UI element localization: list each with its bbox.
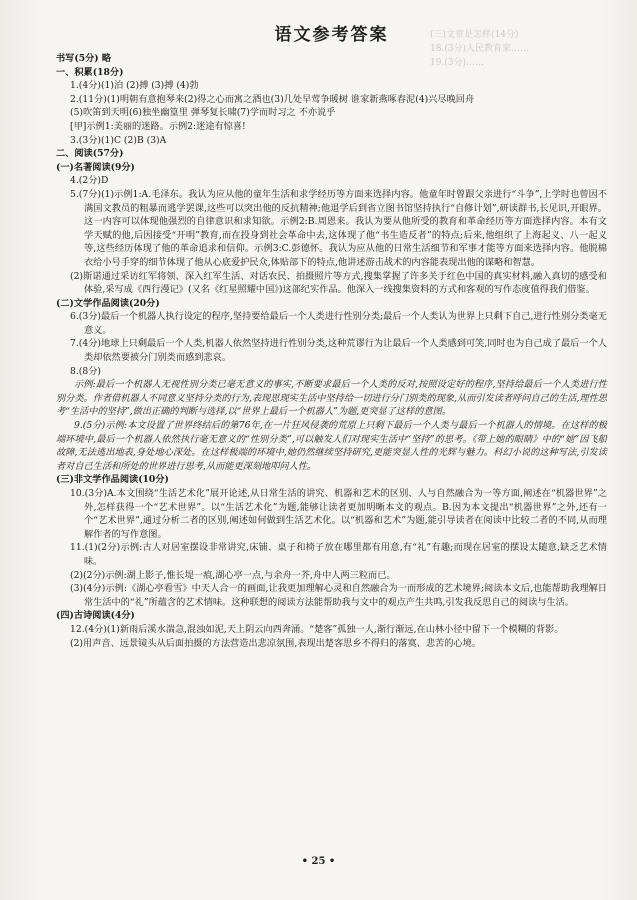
section-heading-accumulation: 一、积累(18分) <box>56 66 124 78</box>
answer-q2a: 2.(11分)(1)明朝有意抱琴来(2)得之心而寓之酒也(3)几处早莺争暖树 谁家新燕啄春泥(4)兴尽晚回舟 <box>70 93 475 105</box>
answer-q10: 10.(3分)A.本文围绕“生活艺术化”展开论述,从日常生活的讲究、机器和艺术的区别、人与自然融合为一等方面,阐述在“机器世界”之外,怎样获得一个“艺术世界”。以“生活艺术化”为题,能够让读者更加明晰本文的观点。B.因为本文提出“机器世界”之外,还有一个“艺术世界”,通过分析二者的区别,阐述如何做到生活艺术化。以“机器和艺术”为题,能引导读者在阅读中比较二者的不同,从而理解作者的写作意图。 <box>70 488 607 540</box>
answer-q11c: (3)(4分)示例:《湖心亭看雪》中天人合一的画面,让我更加理解心灵和自然融合为一而形成的艺术境界;阅读本文后,也能帮助我理解日常生活中的“礼”所蕴含的艺术情味。这种联想的阅读方法能帮助我与文中的观点产生共鸣,引发我反思自己的阅读与生活。 <box>70 583 607 608</box>
answer-q9: 9.(5分)示例:本文设置了世界终结后的第76年,在一片狂风侵袭的荒原上只剩下最后一个人类与最后一个机器人的情境。在这样的极端环境中,最后一个机器人依然执行毫无意义的“性别分类”,可以触发人们对现实生活中“坚持”的思考。《带上她的眼睛》中的“她”因飞船故障,无法逃出地表,身处地心深处。在这样极端的环境中,她仍然继续坚持研究,更能突显人性的光辉与魅力。科幻小说的这种写法,引发读者对自己生活和所处的世界进行思考,从而能更深刻地叩问人性。 <box>56 420 607 472</box>
ghost-line: (三)文章是怎样(14分) <box>430 30 519 40</box>
answer-q11a: 11.(1)(2分)示例:古人对居室摆设非常讲究,床铺、桌子和椅子放在哪里都有用意,有“礼”有趣;而现在居室的摆设太随意,缺乏艺术情味。 <box>70 542 607 567</box>
answer-q11b: (2)(2分)示例:湖上影子,惟长堤一痕,湖心亭一点,与余舟一芥,舟中人两三粒而已。 <box>70 569 396 581</box>
answer-q2b: (5)吹笛到天明(6)独坐幽篁里 弹琴复长啸(7)学而时习之 不亦说乎 <box>70 107 336 119</box>
answer-q12b: (2)用声音、远景镜头从后面拍摄的方法营造出悲凉氛围,表现出楚客思乡不得归的落寞、悲苦的心境。 <box>70 637 481 649</box>
part-heading-poetry: (四)古诗阅读(4分) <box>56 610 135 622</box>
writing-score: 书写(5分) 略 <box>56 53 112 64</box>
page-title: 语文参考答案 <box>274 25 389 45</box>
answer-q3: [甲]示例1:美丽的迷路。示例2:迷途有惊喜! <box>70 120 246 132</box>
section-heading-reading: 二、阅读(57分) <box>56 148 124 160</box>
part-heading-literary: (二)文学作品阅读(20分) <box>56 297 160 309</box>
answer-q12a: 12.(4分)(1)新雨后溪水湍急,混浊如泥,天上阴云向西奔涌。“楚客”孤独一人,渐行渐远,在山林小径中留下一个模糊的背影。 <box>70 623 564 635</box>
ghost-line: 19.(3分)…… <box>430 58 485 68</box>
answer-q4: 4.(2分)D <box>70 175 109 187</box>
page-number: • 25 • <box>301 856 336 867</box>
part-heading-classics: (一)名著阅读(9分) <box>56 161 135 173</box>
answer-q3b: 3.(3分)(1)C (2)B (3)A <box>70 134 167 146</box>
part-heading-nonliterary: (三)非文学作品阅读(10分) <box>56 474 169 486</box>
answer-q6: 6.(3分)最后一个机器人执行设定的程序,坚持要给最后一个人类进行性别分类;最后一个人类认为世界上只剩下自己,进行性别分类毫无意义。 <box>70 311 607 336</box>
answer-q8-example: 示例:最后一个机器人无视性别分类已毫无意义的事实,不断要求最后一个人类的反对,按照设定好的程序,坚持给最后一个人类进行性别分类。作者借机器人不同意义坚持分类的行为,表现思现实生活中坚持给一切进行分门别类的现象,从而引发读者呼问自己的生活,理性思考“生活中的坚持”,做出正确的判断与选择,以“世界上最后一个机器人”为题,更突显了这样的意图。 <box>56 379 607 418</box>
answer-q5b: (2)斯诺通过采访红军将领、深入红军生活、对话农民、拍摄照片等方式,搜集掌握了许多关于红色中国的真实材料,融入真切的感受和体验,采写成《西行漫记》(又名《红星照耀中国》)这部纪实作品。他深入一线搜集资料的方式和客观的写作态度值得我们借鉴。 <box>70 270 607 296</box>
bleed-through-text <box>430 28 630 70</box>
answer-q1: 1.(4分)(1)泊 (2)搏 (3)搏 (4)勃 <box>70 80 199 92</box>
answer-q7: 7.(4分)地球上只剩最后一个人类,机器人依然坚持进行性别分类,这种荒谬行为让最后一个人类感到可笑,同时也为自己成了最后一个人类却依然要被分门别类而感到悲哀。 <box>70 338 607 364</box>
answer-q5: 5.(7分)(1)示例1:A.毛泽东。我认为应从他的童年生活和求学经历等方面来选择内容。他童年时曾跟父亲进行“斗争”,上学时也曾因不满国文教员的粗暴而逃学罢课,这些可以突出他的反抗精神;他退学后到省立图书馆坚持执行“自修计划”,研读群书,长见识,开眼界。这一内容可以体现他强烈的自律意识和求知欲。示例2:B.周恩来。我认为要从他所受的教育和革命经历等方面选择内容。本有文学天赋的他,后因接受“开明”教育,而在投身到社会革命中去,这体现了他“书生造反者”的特点;后来,他组织了上海起义、八一起义等,这些经历体现了他的革命追求和信仰。示例3:C.彭德怀。我认为应从他的日常生活细节和军事才能等方面来选择内容。他脱棉衣给小号手穿的细节体现了他从心底爱护民众,体贴部下的特点,他讲述游击战术的内容能表现出他的谋略和智慧。 <box>70 188 607 268</box>
answer-q8: 8.(8分) <box>70 365 101 377</box>
ghost-line: 18.(3分)人民教育家…… <box>430 44 530 54</box>
